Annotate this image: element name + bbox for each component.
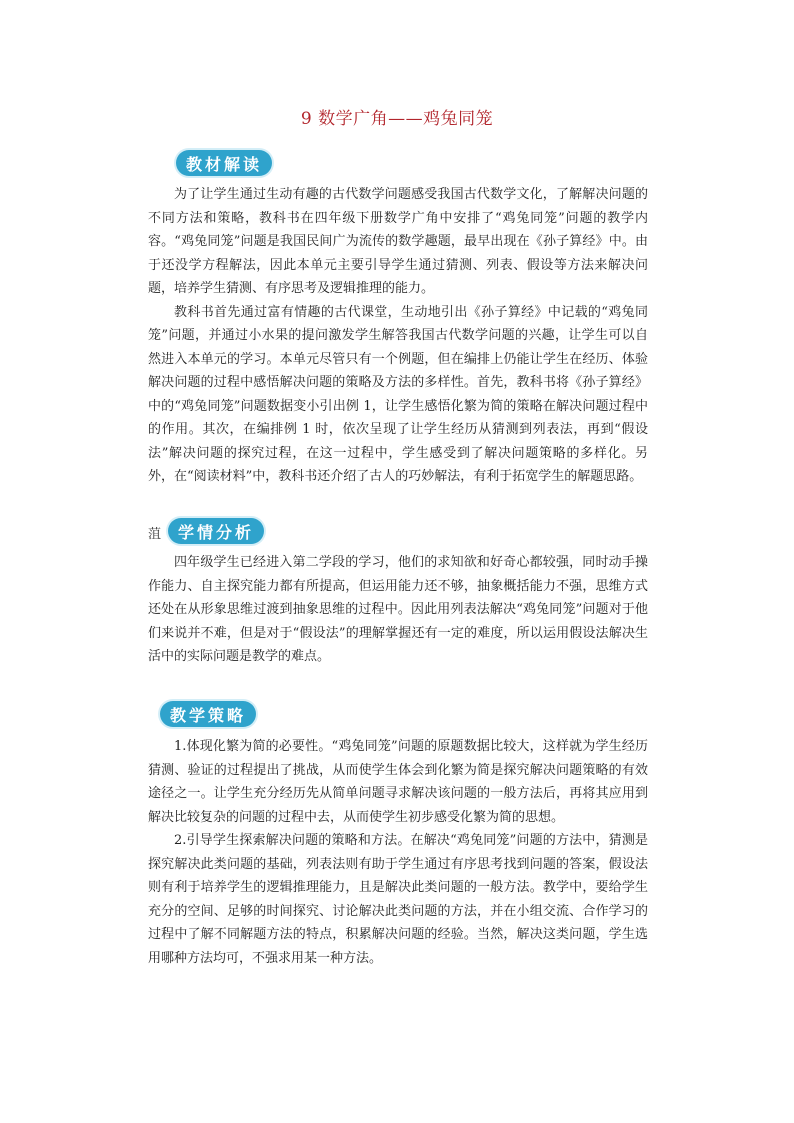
page-title: 9 数学广角——鸡兔同笼 (300, 109, 494, 129)
stray-character: 菹 (148, 527, 162, 542)
section-heading-teaching-strategy: 教学策略 (160, 701, 256, 727)
paragraph: 1.体现化繁为简的必要性。“鸡兔同笼”问题的原题数据比较大，这样就为学生经历猜测、验证的过程提出了挑战，从而使学生体会到化繁为简是探究解决问题策略的有效途径之一。让学生充分经历先从简单问题寻求解决该问题的一般方法后，再将其应用到解决比较复杂的问题的过程中去，从而使学生初步感受化繁为简的思想。 (148, 739, 648, 825)
section-heading-student-analysis: 学情分析 (168, 518, 264, 544)
section-heading-textbook-interpretation: 教材解读 (176, 150, 272, 176)
paragraph: 为了让学生通过生动有趣的古代数学问题感受我国古代数学文化，了解解决问题的不同方法和策略，教科书在四年级下册数学广角中安排了“鸡兔同笼”问题的教学内容。“鸡兔同笼”问题是我国民间广为流传的数学趣题，最早出现在《孙子算经》中。由于还没学方程解法，因此本单元主要引导学生通过猜测、列表、假设等方法来解决问题，培养学生猜测、有序思考及逻辑推理的能力。 (148, 187, 648, 296)
section-teaching-strategy (148, 735, 648, 970)
section-textbook-interpretation (148, 183, 648, 489)
section-student-analysis (148, 551, 648, 669)
paragraph: 教科书首先通过富有情趣的古代课堂，生动地引出《孙子算经》中记载的“鸡兔同笼”问题，并通过小水果的提问激发学生解答我国古代数学问题的兴趣，让学生可以自然进入本单元的学习。本单元尽管只有一个例题，但在编排上仍能让学生在经历、体验解决问题的过程中感悟解决问题的策略及方法的多样性。首先，教科书将《孙子算经》中的“鸡兔同笼”问题数据变小引出例 1，让学生感悟化繁为简的策略在解决问题过程中的作用。其次，在编排例 1 时，依次呈现了让学生经历从猜测到列表法，再到“假设法”解决问题的探究过程，在这一过程中，学生感受到了解决问题策略的多样化。另外，在“阅读材料”中，教科书还介绍了古人的巧妙解法，有利于拓宽学生的解题思路。 (148, 304, 648, 484)
paragraph: 2.引导学生探索解决问题的策略和方法。在解决“鸡兔同笼”问题的方法中，猜测是探究解决此类问题的基础，列表法则有助于学生通过有序思考找到问题的答案，假设法则有利于培养学生的逻辑推理能力，且是解决此类问题的一般方法。教学中，要给学生充分的空间、足够的时间探究、讨论解决此类问题的方法，并在小组交流、合作学习的过程中了解不同解题方法的特点，积累解决问题的经验。当然，解决这类问题，学生选用哪种方法均可，不强求用某一种方法。 (148, 833, 648, 966)
paragraph: 四年级学生已经进入第二学段的学习，他们的求知欲和好奇心都较强，同时动手操作能力、自主探究能力都有所提高，但运用能力还不够，抽象概括能力不强，思维方式还处在从形象思维过渡到抽象思维的过程中。因此用列表法解决“鸡兔同笼”问题对于他们来说并不难，但是对于“假设法”的理解掌握还有一定的难度，所以运用假设法解决生活中的实际问题是教学的难点。 (148, 555, 648, 664)
